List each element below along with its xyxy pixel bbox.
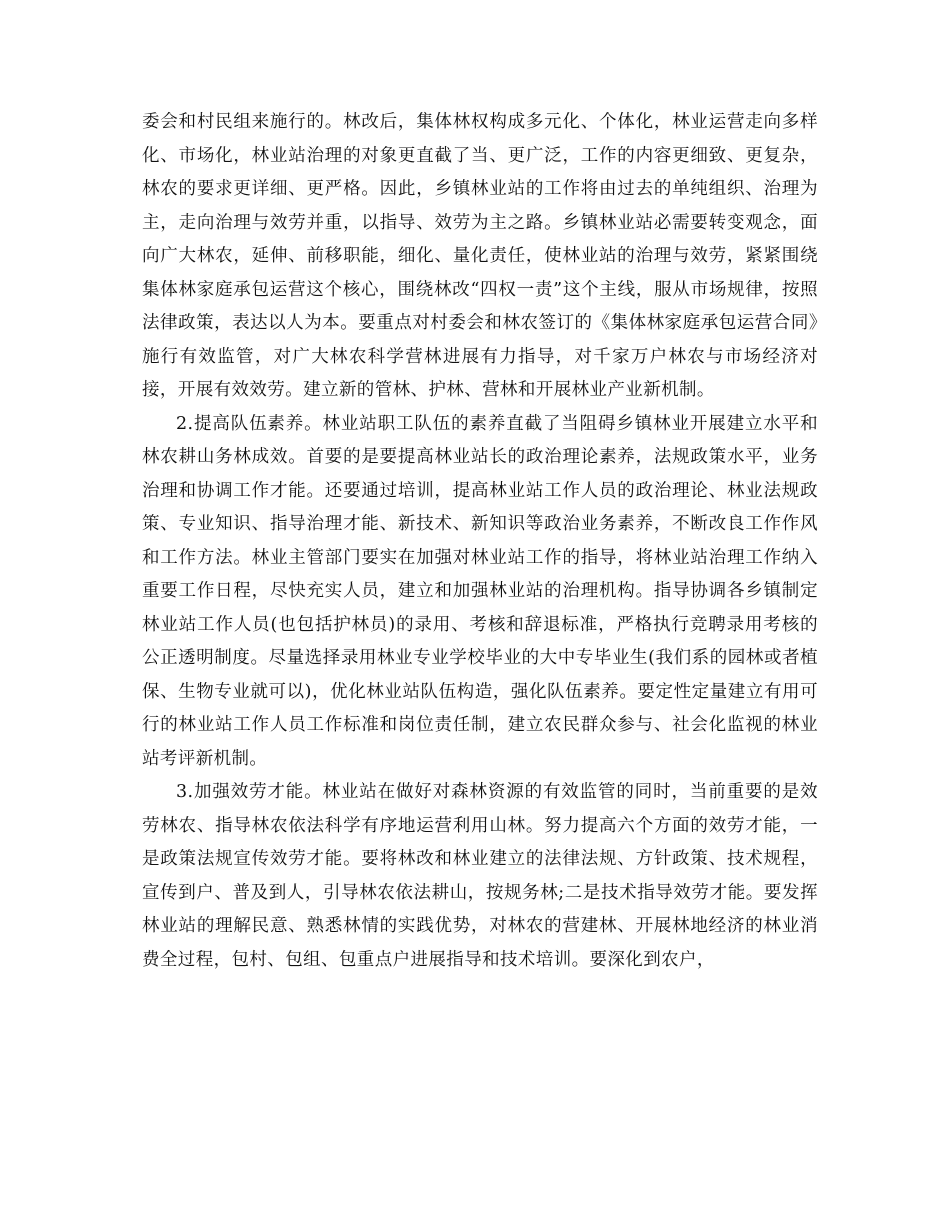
document-body xyxy=(142,106,818,977)
paragraph-continuation: 委会和村民组来施行的。林改后，集体林权构成多元化、个体化，林业运营走向多样化、市场化，林业站治理的对象更直截了当、更广泛，工作的内容更细致、更复杂，林农的要求更详细、更严格。因此，乡镇林业站的工作将由过去的单纯组织、治理为主，走向治理与效劳并重，以指导、效劳为主之路。乡镇林业站必需要转变观念，面向广大林农，延伸、前移职能，细化、量化责任，使林业站的治理与效劳，紧紧围绕集体林家庭承包运营这个核心，围绕林改“四权一责”这个主线，服从市场规律，按照法律政策，表达以人为本。要重点对村委会和林农签订的《集体林家庭承包运营合同》施行有效监管，对广大林农科学营林进展有力指导，对千家万户林农与市场经济对接，开展有效效劳。建立新的管林、护林、营林和开展林业产业新机制。 xyxy=(142,112,818,400)
paragraph-strengthen-service: 3.加强效劳才能。林业站在做好对森林资源的有效监管的同时，当前重要的是效劳林农、指导林农依法科学有序地运营利用山林。努力提高六个方面的效劳才能，一是政策法规宣传效劳才能。要将林改和林业建立的法律法规、方针政策、技术规程，宣传到户、普及到人，引导林农依法耕山，按规务林;二是技术指导效劳才能。要发挥林业站的理解民意、熟悉林情的实践优势，对林农的营建林、开展林地经济的林业消费全过程，包村、包组、包重点户进展指导和技术培训。要深化到农户， xyxy=(142,782,818,970)
paragraph-improve-team-quality: 2.提高队伍素养。林业站职工队伍的素养直截了当阻碍乡镇林业开展建立水平和林农耕山务林成效。首要的是要提高林业站长的政治理论素养，法规政策水平，业务治理和协调工作才能。还要通过培训，提高林业站工作人员的政治理论、林业法规政策、专业知识、指导治理才能、新技术、新知识等政治业务素养，不断改良工作作风和工作方法。林业主管部门要实在加强对林业站工作的指导，将林业站治理工作纳入重要工作日程，尽快充实人员，建立和加强林业站的治理机构。指导协调各乡镇制定林业站工作人员(也包括护林员)的录用、考核和辞退标准，严格执行竞聘录用考核的公正透明制度。尽量选择录用林业专业学校毕业的大中专毕业生(我们系的园林或者植保、生物专业就可以)，优化林业站队伍构造，强化队伍素养。要定性定量建立有用可行的林业站工作人员工作标准和岗位责任制，建立农民群众参与、社会化监视的林业站考评新机制。 xyxy=(142,413,818,769)
